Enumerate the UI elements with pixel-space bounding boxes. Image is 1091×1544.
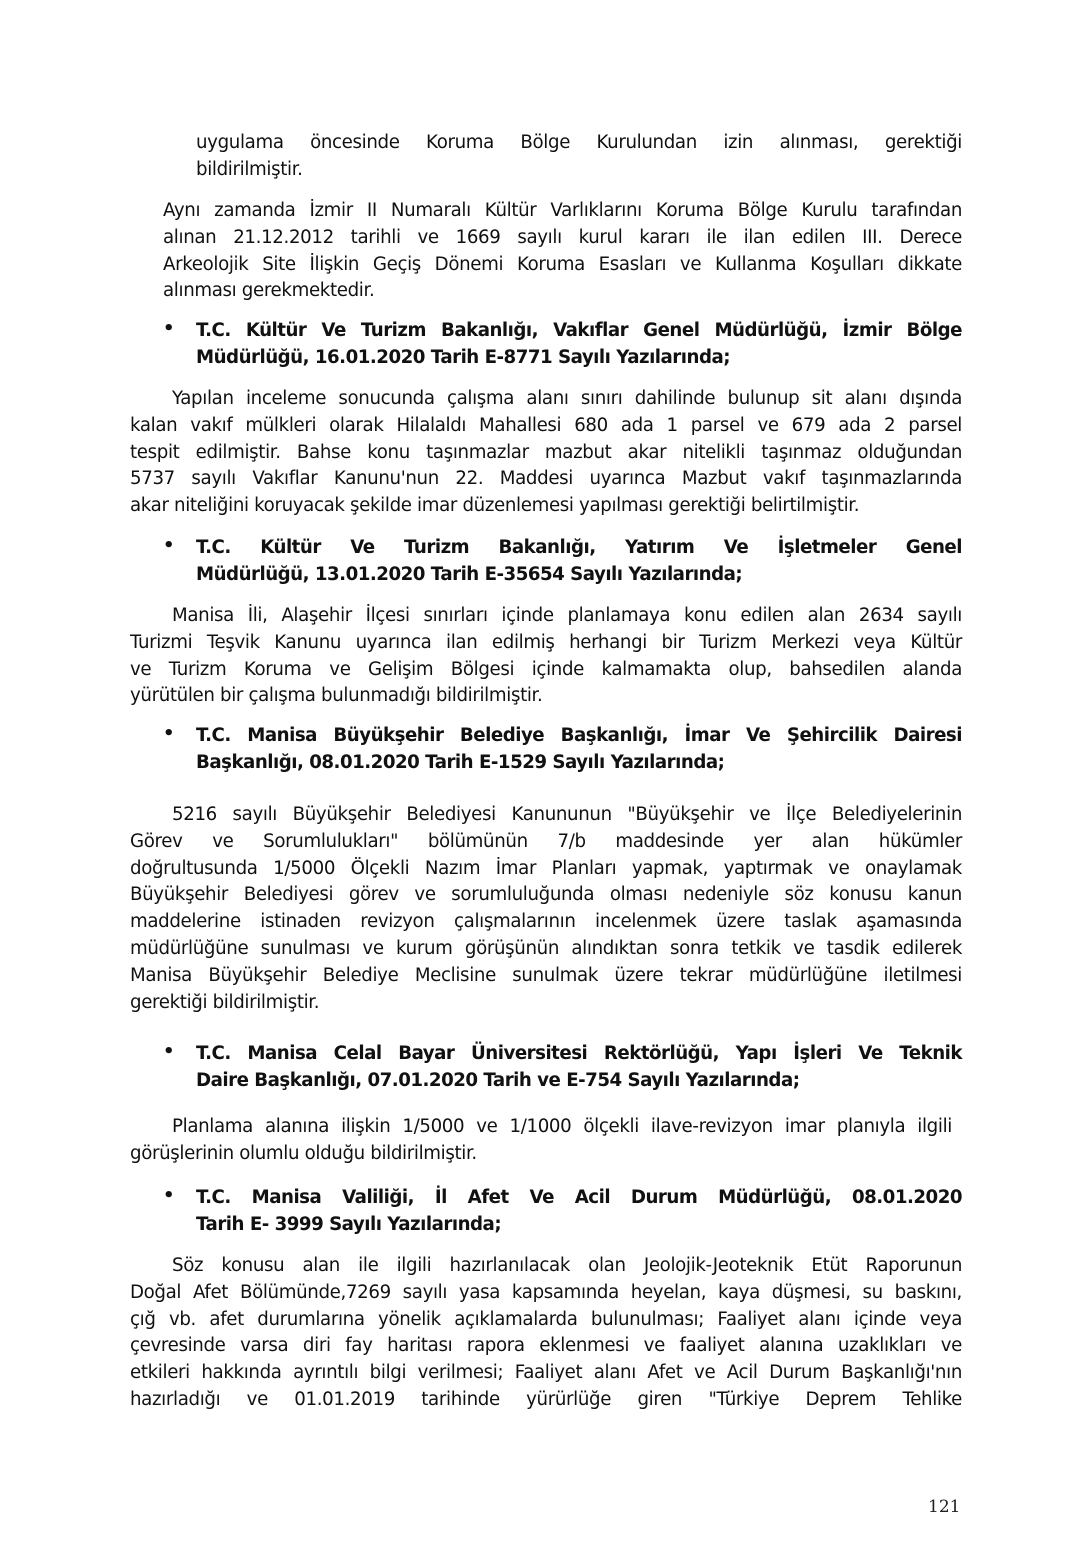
heading-line: Tarih E- 3999 Sayılı Yazılarında; <box>196 1213 502 1235</box>
text-line: bildirilmiştir. <box>196 158 303 180</box>
text-line: uygulama öncesinde Koruma Bölge Kurulundan izin alınması, gerektiği <box>196 132 962 153</box>
text-line: Aynı zamanda İzmir II Numaralı Kültür Varlıklarını Koruma Bölge Kurulu tarafından <box>163 200 962 221</box>
text-line: Söz konusu alan ile ilgili hazırlanılacak olan Jeolojik-Jeoteknik Etüt Raporunun <box>172 1255 962 1276</box>
text-line: kalan vakıf mülkleri olarak Hilalaldı Mahallesi 680 ada 1 parsel ve 679 ada 2 parsel <box>130 414 962 436</box>
text-line: hazırladığı ve 01.01.2019 tarihinde yürürlüğe giren "Türkiye Deprem Tehlike <box>130 1388 962 1410</box>
text-line: çığ vb. afet durumlarına yönelik açıklamalarda bulunulması; Faaliyet alanı içinde veya <box>130 1308 962 1330</box>
text-line: Turizmi Teşvik Kanunu uyarınca ilan edilmiş herhangi bir Turizm Merkezi veya Kültür <box>130 631 962 653</box>
heading-line: T.C. Kültür Ve Turizm Bakanlığı, Yatırım Ve İşletmeler Genel <box>196 537 962 558</box>
text-line: gerektiği bildirilmiştir. <box>130 991 320 1013</box>
text-line: çevresinde varsa diri fay haritası rapora eklenmesi ve faaliyet alanına uzaklıkları ve <box>130 1335 962 1357</box>
bullet-icon: • <box>163 318 175 339</box>
paragraph-vakiflar <box>130 386 962 520</box>
text-line: Büyükşehir Belediyesi görev ve sorumluluğunda olması nedeniyle söz konusu kanun <box>130 884 962 906</box>
text-line: maddelerine istinaden revizyon çalışmalarının incelenmek üzere taslak aşamasında <box>130 911 962 933</box>
heading-line: T.C. Manisa Valiliği, İl Afet Ve Acil Durum Müdürlüğü, 08.01.2020 <box>196 1187 962 1208</box>
section-heading-vakiflar <box>196 318 962 372</box>
text-line: Yapılan inceleme sonucunda çalışma alanı sınırı dahilinde bulunup sit alanı dışında <box>172 388 962 409</box>
heading-line: Müdürlüğü, 16.01.2020 Tarih E-8771 Sayılı Yazılarında; <box>196 346 731 368</box>
bullet-icon: • <box>163 1041 175 1062</box>
text-line: yürütülen bir çalışma bulunmadığı bildirilmiştir. <box>130 685 543 707</box>
text-line: alınması gerekmektedir. <box>163 280 375 302</box>
bullet-icon: • <box>163 723 175 744</box>
heading-line: T.C. Manisa Celal Bayar Üniversitesi Rektörlüğü, Yapı İşleri Ve Teknik <box>196 1043 962 1064</box>
paragraph-afad <box>130 1253 962 1414</box>
text-line: Görev ve Sorumlulukları" bölümünün 7/b maddesinde yer alan hükümler <box>130 830 962 852</box>
paragraph-yatirim <box>130 603 962 710</box>
text-line: doğrultusunda 1/5000 Ölçekli Nazım İmar Planları yapmak, yaptırmak ve onaylamak <box>130 857 962 879</box>
text-line: Arkeolojik Site İlişkin Geçiş Dönemi Koruma Esasları ve Kullanma Koşulları dikkate <box>163 253 962 275</box>
heading-line: T.C. Kültür Ve Turizm Bakanlığı, Vakıflar Genel Müdürlüğü, İzmir Bölge <box>196 320 962 341</box>
bullet-icon: • <box>163 1185 175 1206</box>
paragraph-izmir-kurul <box>163 198 962 305</box>
heading-line: Daire Başkanlığı, 07.01.2020 Tarih ve E-754 Sayılı Yazılarında; <box>196 1069 800 1091</box>
text-line: Doğal Afet Bölümünde,7269 sayılı yasa kapsamında heyelan, kaya düşmesi, su baskını, <box>130 1281 962 1303</box>
text-line: Planlama alanına ilişkin 1/5000 ve 1/1000 ölçekli ilave-revizyon imar planıyla ilgili <box>172 1116 952 1137</box>
section-heading-cbu <box>196 1041 962 1095</box>
heading-line: T.C. Manisa Büyükşehir Belediye Başkanlığı, İmar Ve Şehircilik Dairesi <box>196 725 962 746</box>
text-line: Manisa İli, Alaşehir İlçesi sınırları içinde planlamaya konu edilen alan 2634 sayılı <box>172 605 962 626</box>
section-heading-buyuksehir <box>196 723 962 777</box>
bullet-icon: • <box>163 535 175 556</box>
heading-line: Müdürlüğü, 13.01.2020 Tarih E-35654 Sayılı Yazılarında; <box>196 563 743 585</box>
paragraph-cbu <box>130 1114 952 1168</box>
text-line: ve Turizm Koruma ve Gelişim Bölgesi içinde kalmamakta olup, bahsedilen alanda <box>130 658 962 680</box>
paragraph-continuation <box>196 130 962 184</box>
text-line: alınan 21.12.2012 tarihli ve 1669 sayılı kurul kararı ile ilan edilen III. Derece <box>163 226 962 248</box>
text-line: 5737 sayılı Vakıflar Kanunu'nun 22. Maddesi uyarınca Mazbut vakıf taşınmazlarında <box>130 468 962 490</box>
text-line: müdürlüğüne sunulması ve kurum görüşünün alındıktan sonra tetkik ve tasdik edilerek <box>130 937 962 959</box>
text-line: Manisa Büyükşehir Belediye Meclisine sunulmak üzere tekrar müdürlüğüne iletilmesi <box>130 964 962 986</box>
text-line: 5216 sayılı Büyükşehir Belediyesi Kanununun "Büyükşehir ve İlçe Belediyelerinin <box>172 804 962 825</box>
text-line: etkileri hakkında ayrıntılı bilgi verilmesi; Faaliyet alanı Afet ve Acil Durum Başkanlığı'nın <box>130 1362 962 1384</box>
text-line: tespit edilmiştir. Bahse konu taşınmazlar mazbut akar nitelikli taşınmaz olduğundan <box>130 441 962 463</box>
paragraph-buyuksehir <box>130 802 962 1016</box>
text-line: görüşlerinin olumlu olduğu bildirilmiştir. <box>130 1142 477 1164</box>
page-number: 121 <box>928 1497 961 1517</box>
heading-line: Başkanlığı, 08.01.2020 Tarih E-1529 Sayılı Yazılarında; <box>196 751 725 773</box>
section-heading-yatirim <box>196 535 962 589</box>
text-line: akar niteliğini koruyacak şekilde imar düzenlemesi yapılması gerektiği belirtilmiştir. <box>130 495 860 517</box>
section-heading-afad <box>196 1185 962 1239</box>
